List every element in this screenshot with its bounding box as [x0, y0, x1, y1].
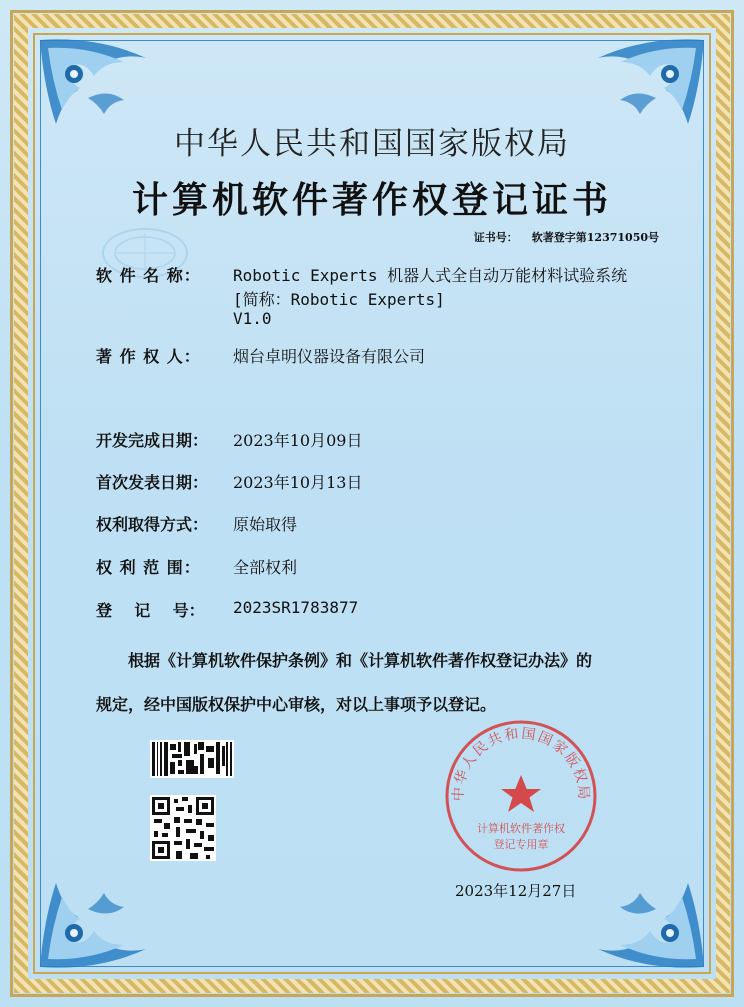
- software-name-label: 软 件 名 称：: [96, 266, 201, 285]
- official-seal: [442, 717, 600, 875]
- dev-date-value: 2023年10月09日: [233, 431, 363, 450]
- cert-no-value: 软著登字第12371050号: [531, 231, 659, 244]
- seal-ring-text: 中华人民共和国国家版权局: [450, 725, 592, 802]
- certificate-title: 计算机软件著作权登记证书: [131, 179, 612, 221]
- corner-ornament-bottom-left: [28, 839, 168, 979]
- statement-line1: 根据《计算机软件保护条例》和《计算机软件著作权登记办法》的: [128, 651, 593, 670]
- statement-line2: 规定，经中国版权保护中心审核，对以上事项予以登记。: [96, 695, 497, 714]
- authority-title: 中华人民共和国国家版权局: [174, 126, 570, 162]
- seal-inner-text-1: 计算机软件著作权: [477, 822, 565, 835]
- scope-value: 全部权利: [233, 558, 298, 577]
- owner-label: 著 作 权 人：: [96, 347, 201, 366]
- registration-label: 登 记 号：: [96, 601, 205, 620]
- dev-date-label: 开发完成日期：: [96, 431, 209, 450]
- scope-label: 权 利 范 围：: [96, 558, 201, 577]
- qr-code: [150, 795, 216, 861]
- owner-value: 烟台卓明仪器设备有限公司: [233, 347, 426, 366]
- barcode: [150, 740, 234, 778]
- acquisition-label: 权利取得方式：: [96, 515, 209, 534]
- pub-date-label: 首次发表日期：: [96, 473, 209, 492]
- seal-inner-text-2: 登记专用章: [493, 838, 549, 851]
- software-name-line3: V1.0: [233, 309, 272, 328]
- cert-no-label: 证书号：: [473, 231, 518, 244]
- registration-value: 2023SR1783877: [233, 598, 359, 617]
- software-name-line2: [简称：Robotic Experts]: [233, 290, 445, 309]
- issue-date: 2023年12月27日: [455, 882, 577, 900]
- software-name-line1: Robotic Experts 机器人式全自动万能材料试验系统: [233, 266, 628, 285]
- pub-date-value: 2023年10月13日: [233, 473, 363, 492]
- acquisition-value: 原始取得: [233, 515, 298, 534]
- certificate-number: [474, 229, 659, 245]
